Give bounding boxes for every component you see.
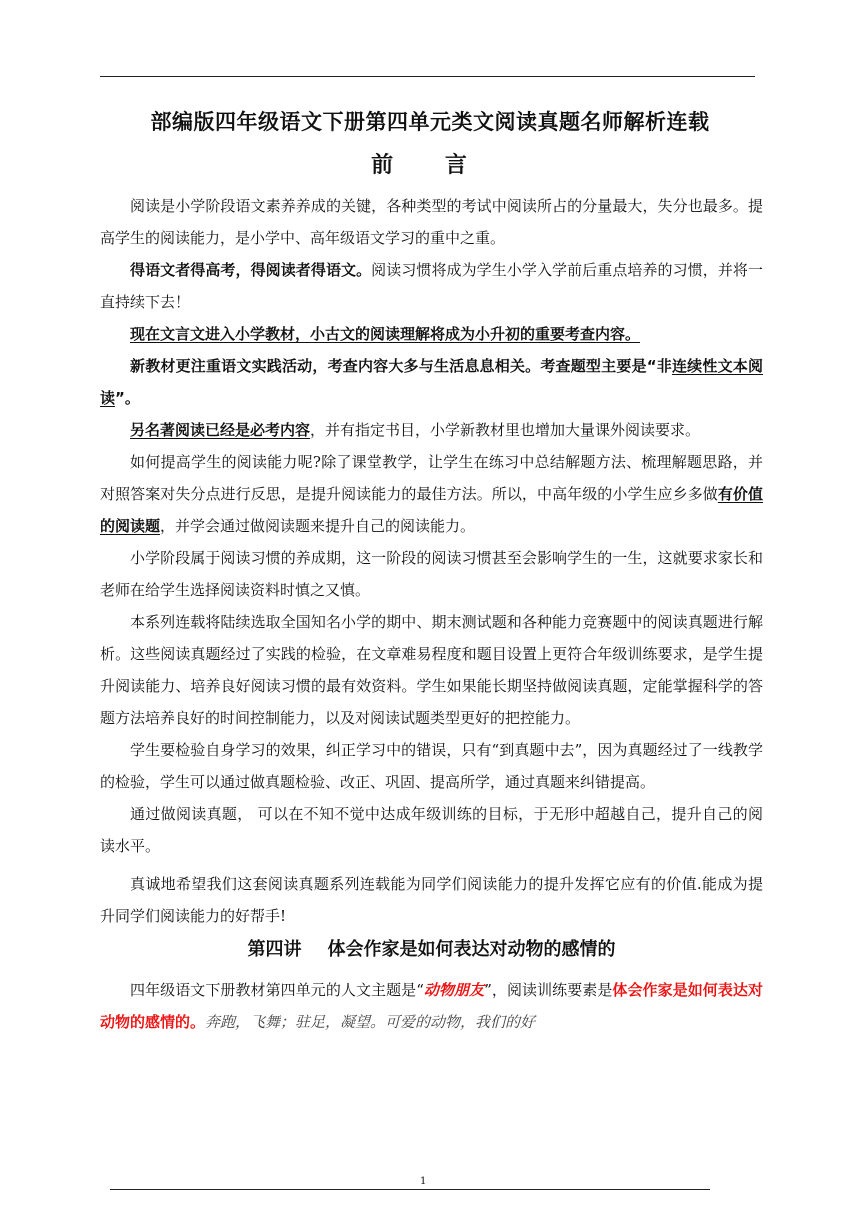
paragraph-5-rest: ，并有指定书目，小学新教材里也增加大量课外阅读要求。 <box>310 421 701 439</box>
theme-animal-friends: 动物朋友 <box>423 981 485 999</box>
lecture-heading <box>100 934 763 966</box>
paragraph-3 <box>100 318 763 350</box>
paragraph-12-mid: ”，阅读训练要素是 <box>484 981 613 999</box>
paragraph-2-rest: 阅读习惯将成为学生小学入学前后重点培养的习惯，并将一直持续下去！ <box>100 261 763 311</box>
paragraph-12-tail: 奔跑，飞舞；驻足，凝望。可爱的动物，我们的好 <box>205 1013 536 1031</box>
footer-rule <box>110 1189 710 1190</box>
classics-required-note: 另名著阅读已经是必考内容 <box>130 421 311 439</box>
valuable-reading-term: 有价值的阅读题 <box>100 485 763 535</box>
paragraph-4-text: 新教材更注重语文实践活动，考查内容大多与生活息息相关。考查题型主要是“非 <box>130 357 672 375</box>
section-title: 前 言 <box>371 153 489 178</box>
bold-quote: 得语文者得高考，得阅读者得语文。 <box>130 261 372 279</box>
reading-element: 体会作家是如何表达对动物的感情的。 <box>100 981 763 1031</box>
document-body <box>100 190 763 1038</box>
paragraph-10: 通过做阅读真题， 可以在不知不觉中达成年级训练的目标，于无形中超越自己，提升自己的阅读水平。 <box>100 805 763 855</box>
paragraph-12 <box>100 974 763 1038</box>
page-number: 1 <box>420 1176 427 1187</box>
paragraph-8: 本系列连载将陆续选取全国知名小学的期中、期末测试题和各种能力竞赛题中的阅读真题进行解析。这些阅读真题经过了实践的检验，在文章难易程度和题目设置上更符合年级训练要求，是学生提升阅读能力、培养良好阅读习惯的最有效资料。学生如果能长期坚持做阅读真题，定能掌握科学的答题方法培养良好的时间控制能力，以及对阅读试题类型更好的把控能力。 <box>100 613 763 727</box>
paragraph-11: 真诚地希望我们这套阅读真题系列连载能为同学们阅读能力的提升发挥它应有的价值.能成为提升同学们阅读能力的好帮手! <box>100 875 763 925</box>
paragraph-7: 小学阶段属于阅读习惯的养成期，这一阶段的阅读习惯甚至会影响学生的一生，这就要求家长和老师在给学生选择阅读资料时慎之又慎。 <box>100 549 763 599</box>
lecture-title: 体会作家是如何表达对动物的感情的 <box>327 939 616 960</box>
document-title: 部编版四年级语文下册第四单元类文阅读真题名师解析连载 <box>150 110 710 134</box>
paragraph-6-end: ，并学会通过做阅读题来提升自己的阅读能力。 <box>160 517 476 535</box>
paragraph-5 <box>100 414 763 446</box>
paragraph-6-text: 如何提高学生的阅读能力呢?除了课堂教学，让学生在练习中总结解题方法、梳理解题思路，并对照答案对失分点进行反思，是提升阅读能力的最佳方法。所以，中高年级的小学生应乡多做 <box>100 453 763 503</box>
paragraph-1: 阅读是小学阶段语文素养养成的关键，各种类型的考试中阅读所占的分量最大，失分也最多。提高学生的阅读能力，是小学中、高年级语文学习的重中之重。 <box>100 197 763 247</box>
paragraph-6 <box>100 446 763 542</box>
lecture-number: 第四讲 <box>247 939 302 960</box>
header-rule <box>100 76 755 77</box>
paragraph-4 <box>100 350 763 414</box>
paragraph-9: 学生要检验自身学习的效果，纠正学习中的错误，只有“到真题中去”，因为真题经过了一线教学的检验，学生可以通过做真题检验、改正、巩固、提高所学，通过真题来纠错提高。 <box>100 741 763 791</box>
classical-chinese-note: 现在文言文进入小学教材，小古文的阅读理解将成为小升初的重要考查内容。 <box>130 325 641 343</box>
paragraph-4-end: ”。 <box>115 389 140 407</box>
nonlinear-text-term: 连续性文本阅读 <box>100 357 763 407</box>
paragraph-2 <box>100 254 763 318</box>
paragraph-12-text: 四年级语文下册教材第四单元的人文主题是“ <box>130 981 424 999</box>
